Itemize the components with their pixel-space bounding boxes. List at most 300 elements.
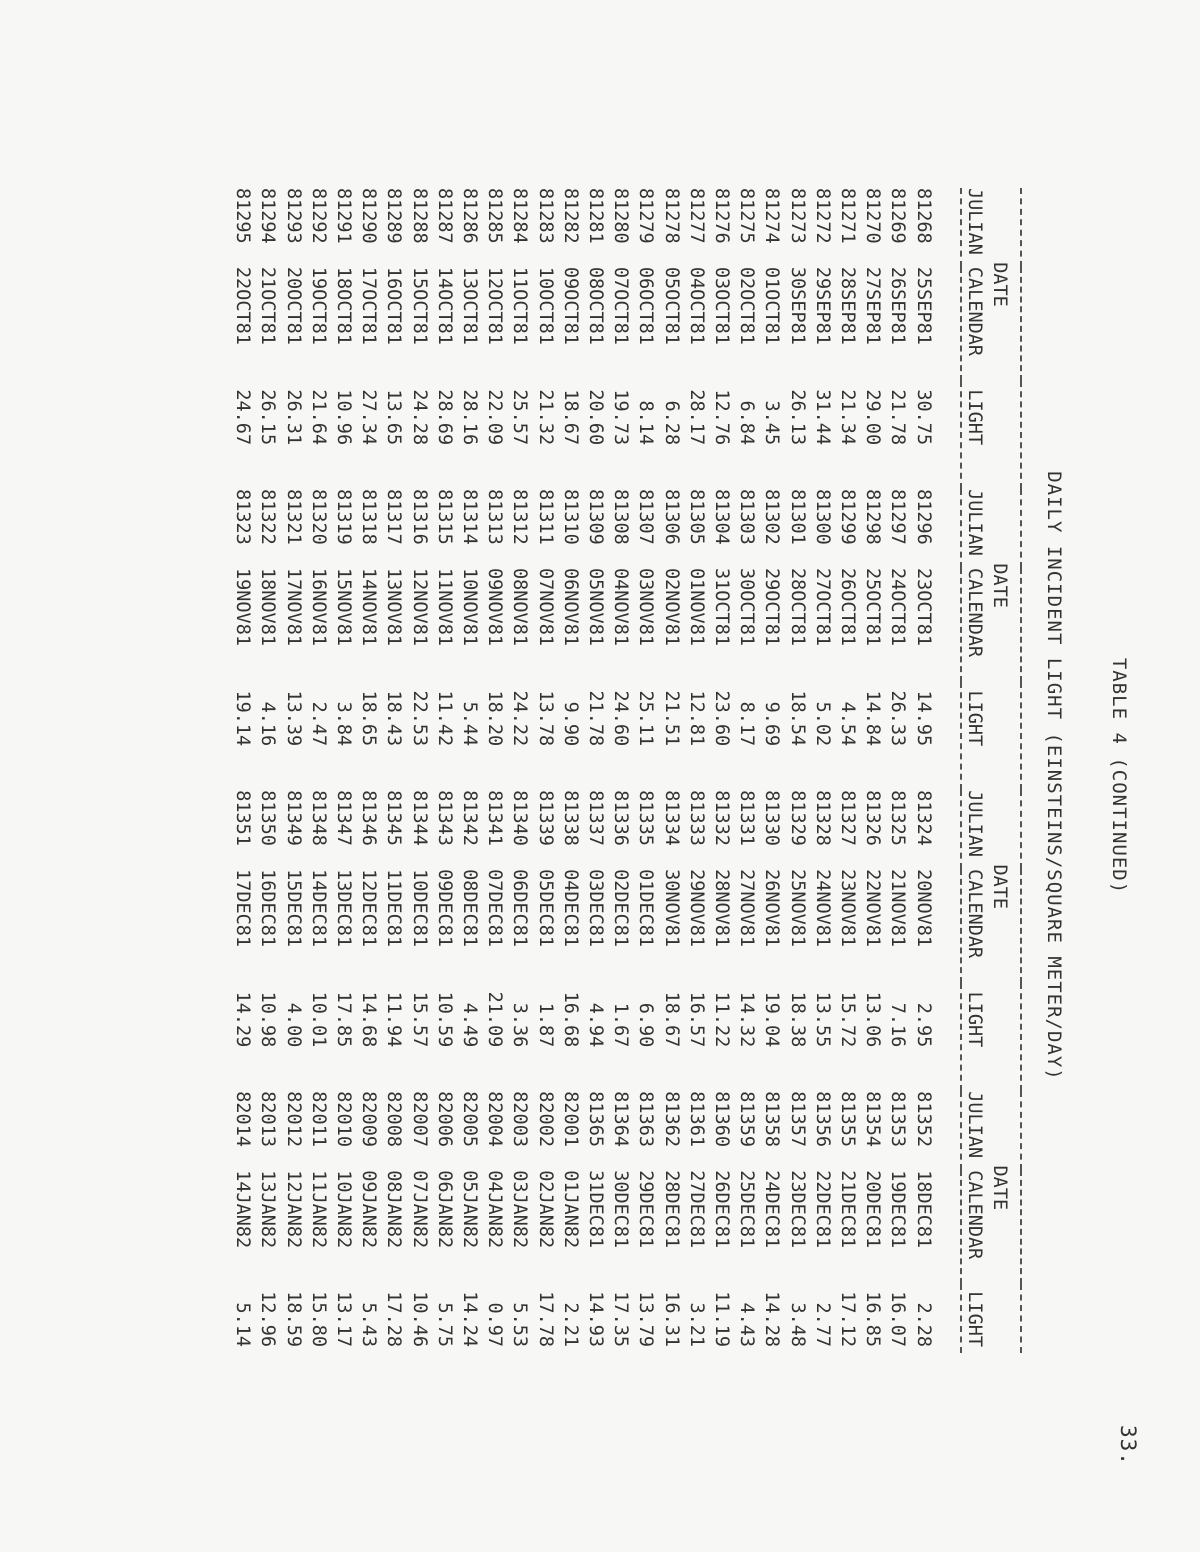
light-value-cell: 16.68 xyxy=(559,991,581,1048)
calendar-date-cell: 10NOV81 xyxy=(458,568,480,646)
light-value-cell: 17.35 xyxy=(610,1291,632,1347)
light-value-cell: 21.78 xyxy=(887,389,909,446)
light-value-cell: 5.14 xyxy=(232,1302,254,1347)
light-value-cell: 25.57 xyxy=(509,389,531,446)
calendar-date-cell: 29SEP81 xyxy=(811,266,833,345)
calendar-date-cell: 14OCT81 xyxy=(433,266,455,345)
julian-date-cell: 81290 xyxy=(358,188,380,244)
light-value-cell: 24.22 xyxy=(509,690,531,747)
light-value-cell: 21.64 xyxy=(307,389,329,446)
julian-date-cell: 81289 xyxy=(383,188,405,244)
julian-date-cell: 81307 xyxy=(635,489,657,545)
calendar-date-cell: 23DEC81 xyxy=(786,1170,808,1249)
light-value-cell: 5.02 xyxy=(811,701,833,747)
light-value-cell: 5.53 xyxy=(509,1302,531,1347)
light-value-cell: 28.69 xyxy=(433,389,455,446)
light-value-cell: 15.80 xyxy=(307,1291,329,1347)
table-row xyxy=(583,188,608,1353)
light-value-cell: 7.16 xyxy=(887,1002,909,1048)
light-value-cell: 14.32 xyxy=(736,991,758,1048)
light-value-cell: 18.67 xyxy=(559,389,581,446)
calendar-date-cell: 04OCT81 xyxy=(685,266,707,345)
calendar-date-cell: 13OCT81 xyxy=(458,266,480,345)
light-value-cell: 18.65 xyxy=(358,690,380,747)
calendar-date-cell: 12JAN82 xyxy=(282,1170,304,1249)
julian-date-cell: 81296 xyxy=(912,489,934,545)
light-value-cell: 9.90 xyxy=(559,701,581,747)
julian-header: JULIAN xyxy=(963,188,985,255)
calendar-date-cell: 02DEC81 xyxy=(610,869,632,948)
julian-date-cell: 82004 xyxy=(484,1091,506,1147)
light-value-cell: 8.17 xyxy=(736,701,758,747)
light-value-cell: 25.11 xyxy=(635,690,657,747)
table-subtitle: DAILY INCIDENT LIGHT (EINSTEINS/SQUARE METER/DAY) xyxy=(1043,471,1065,1081)
light-value-cell: 16.31 xyxy=(660,1291,682,1347)
julian-date-cell: 81327 xyxy=(836,790,858,846)
calendar-date-cell: 21DEC81 xyxy=(836,1170,858,1249)
light-value-cell: 2.28 xyxy=(912,1302,934,1347)
incident-light-table xyxy=(230,188,1022,1353)
calendar-date-cell: 08DEC81 xyxy=(458,869,480,948)
julian-date-cell: 81359 xyxy=(736,1091,758,1147)
light-value-cell: 4.00 xyxy=(282,1002,304,1048)
calendar-date-cell: 07NOV81 xyxy=(534,568,556,646)
calendar-date-cell: 23NOV81 xyxy=(836,869,858,948)
light-value-cell: 19.73 xyxy=(610,389,632,446)
calendar-header: CALENDAR xyxy=(963,266,985,357)
light-value-cell: 18.54 xyxy=(786,690,808,747)
light-value-cell: 14.28 xyxy=(761,1291,783,1347)
julian-date-cell: 82003 xyxy=(509,1091,531,1147)
julian-date-cell: 81319 xyxy=(332,489,354,545)
julian-date-cell: 82006 xyxy=(433,1091,455,1147)
light-value-cell: 4.43 xyxy=(736,1302,758,1347)
calendar-date-cell: 28OCT81 xyxy=(786,568,808,646)
calendar-date-cell: 10DEC81 xyxy=(408,869,430,948)
julian-date-cell: 81277 xyxy=(685,188,707,244)
julian-date-cell: 81323 xyxy=(232,489,254,545)
julian-date-cell: 81348 xyxy=(307,790,329,846)
julian-date-cell: 81272 xyxy=(811,188,833,244)
julian-date-cell: 81351 xyxy=(232,790,254,846)
julian-header: JULIAN xyxy=(963,489,985,556)
light-value-cell: 28.16 xyxy=(458,389,480,446)
julian-date-cell: 81361 xyxy=(685,1091,707,1147)
calendar-date-cell: 19OCT81 xyxy=(307,266,329,345)
light-value-cell: 10.46 xyxy=(408,1291,430,1347)
julian-date-cell: 81301 xyxy=(786,489,808,545)
calendar-date-cell: 13DEC81 xyxy=(332,869,354,948)
calendar-date-cell: 15NOV81 xyxy=(332,568,354,646)
top-rule xyxy=(1012,188,1021,1353)
julian-date-cell: 81288 xyxy=(408,188,430,244)
julian-date-cell: 81293 xyxy=(282,188,304,244)
julian-date-cell: 82010 xyxy=(332,1091,354,1147)
calendar-date-cell: 30NOV81 xyxy=(660,869,682,948)
light-header: LIGHT xyxy=(963,1291,985,1347)
julian-date-cell: 81304 xyxy=(710,489,732,545)
julian-date-cell: 81330 xyxy=(761,790,783,846)
julian-date-cell: 81329 xyxy=(786,790,808,846)
light-value-cell: 3.36 xyxy=(509,1002,531,1048)
calendar-date-cell: 17DEC81 xyxy=(232,869,254,948)
light-value-cell: 17.12 xyxy=(836,1291,858,1347)
julian-date-cell: 81282 xyxy=(559,188,581,244)
table-row xyxy=(633,188,658,1353)
table-row xyxy=(684,188,709,1353)
light-value-cell: 26.33 xyxy=(887,690,909,747)
light-value-cell: 21.51 xyxy=(660,690,682,747)
light-value-cell: 21.34 xyxy=(836,389,858,446)
table-row xyxy=(356,188,381,1353)
julian-date-cell: 82012 xyxy=(282,1091,304,1147)
julian-date-cell: 81344 xyxy=(408,790,430,846)
julian-date-cell: 81352 xyxy=(912,1091,934,1147)
table-row xyxy=(709,188,734,1353)
light-value-cell: 5.44 xyxy=(458,701,480,747)
julian-date-cell: 81332 xyxy=(710,790,732,846)
calendar-date-cell: 09DEC81 xyxy=(433,869,455,948)
calendar-date-cell: 11OCT81 xyxy=(509,266,531,345)
light-value-cell: 13.79 xyxy=(635,1291,657,1347)
julian-date-cell: 81279 xyxy=(635,188,657,244)
calendar-date-cell: 11NOV81 xyxy=(433,568,455,646)
calendar-date-cell: 27NOV81 xyxy=(736,869,758,948)
table-row xyxy=(482,188,507,1353)
calendar-date-cell: 25SEP81 xyxy=(912,266,934,345)
light-value-cell: 21.09 xyxy=(484,991,506,1048)
light-value-cell: 13.78 xyxy=(534,690,556,747)
light-value-cell: 30.75 xyxy=(912,389,934,446)
calendar-date-cell: 10JAN82 xyxy=(332,1170,354,1249)
table-row xyxy=(759,188,784,1353)
julian-date-cell: 81328 xyxy=(811,790,833,846)
light-value-cell: 3.84 xyxy=(332,701,354,747)
table-row xyxy=(910,188,935,1353)
calendar-date-cell: 26DEC81 xyxy=(710,1170,732,1249)
julian-date-cell: 81309 xyxy=(584,489,606,545)
calendar-date-cell: 31DEC81 xyxy=(584,1170,606,1249)
julian-date-cell: 81286 xyxy=(458,188,480,244)
calendar-date-cell: 19NOV81 xyxy=(232,568,254,646)
light-value-cell: 17.78 xyxy=(534,1291,556,1347)
julian-date-cell: 81354 xyxy=(862,1091,884,1147)
julian-date-cell: 81350 xyxy=(257,790,279,846)
julian-date-cell: 81311 xyxy=(534,489,556,545)
calendar-date-cell: 27DEC81 xyxy=(685,1170,707,1249)
light-value-cell: 3.45 xyxy=(761,400,783,446)
calendar-date-cell: 27OCT81 xyxy=(811,568,833,646)
julian-date-cell: 81353 xyxy=(887,1091,909,1147)
light-value-cell: 24.60 xyxy=(610,690,632,747)
light-value-cell: 29.00 xyxy=(862,389,884,446)
julian-date-cell: 81324 xyxy=(912,790,934,846)
calendar-date-cell: 26NOV81 xyxy=(761,869,783,948)
julian-date-cell: 81334 xyxy=(660,790,682,846)
calendar-header: CALENDAR xyxy=(963,1170,985,1260)
calendar-date-cell: 18NOV81 xyxy=(257,568,279,646)
light-value-cell: 26.31 xyxy=(282,389,304,446)
calendar-date-cell: 20OCT81 xyxy=(282,266,304,345)
table-row xyxy=(331,188,356,1353)
light-value-cell: 26.13 xyxy=(786,389,808,446)
julian-date-cell: 81317 xyxy=(383,489,405,545)
light-header: LIGHT xyxy=(963,991,985,1048)
calendar-date-cell: 30OCT81 xyxy=(736,568,758,646)
light-value-cell: 10.96 xyxy=(332,389,354,446)
julian-date-cell: 82014 xyxy=(232,1091,254,1147)
calendar-date-cell: 13JAN82 xyxy=(257,1170,279,1249)
calendar-date-cell: 12OCT81 xyxy=(484,266,506,345)
julian-date-cell: 82001 xyxy=(559,1091,581,1147)
julian-date-cell: 81315 xyxy=(433,489,455,545)
calendar-date-cell: 26SEP81 xyxy=(887,266,909,345)
julian-date-cell: 82011 xyxy=(307,1091,329,1147)
julian-date-cell: 81360 xyxy=(710,1091,732,1147)
light-value-cell: 18.59 xyxy=(282,1291,304,1347)
light-value-cell: 23.60 xyxy=(710,690,732,747)
julian-date-cell: 81325 xyxy=(887,790,909,846)
julian-date-cell: 81356 xyxy=(811,1091,833,1147)
julian-date-cell: 81280 xyxy=(610,188,632,244)
julian-date-cell: 81341 xyxy=(484,790,506,846)
calendar-date-cell: 17OCT81 xyxy=(358,266,380,345)
light-value-cell: 22.53 xyxy=(408,690,430,747)
calendar-date-cell: 11JAN82 xyxy=(307,1170,329,1249)
light-value-cell: 15.72 xyxy=(836,991,858,1048)
spacer-row xyxy=(936,188,952,1353)
light-value-cell: 13.17 xyxy=(332,1291,354,1347)
julian-date-cell: 81284 xyxy=(509,188,531,244)
calendar-date-cell: 13NOV81 xyxy=(383,568,405,646)
julian-date-cell: 81349 xyxy=(282,790,304,846)
calendar-date-cell: 03OCT81 xyxy=(710,266,732,345)
light-value-cell: 12.81 xyxy=(685,690,707,747)
light-value-cell: 14.93 xyxy=(584,1291,606,1347)
julian-date-cell: 81363 xyxy=(635,1091,657,1147)
light-value-cell: 6.28 xyxy=(660,400,682,446)
table-row xyxy=(532,188,557,1353)
calendar-date-cell: 29OCT81 xyxy=(761,568,783,646)
light-value-cell: 2.47 xyxy=(307,701,329,747)
calendar-date-cell: 25DEC81 xyxy=(736,1170,758,1249)
light-value-cell: 18.67 xyxy=(660,991,682,1048)
julian-date-cell: 81300 xyxy=(811,489,833,545)
calendar-date-cell: 12DEC81 xyxy=(358,869,380,948)
calendar-date-cell: 14DEC81 xyxy=(307,869,329,948)
julian-date-cell: 81294 xyxy=(257,188,279,244)
julian-date-cell: 81310 xyxy=(559,489,581,545)
calendar-date-cell: 14NOV81 xyxy=(358,568,380,646)
julian-date-cell: 81346 xyxy=(358,790,380,846)
light-value-cell: 15.57 xyxy=(408,991,430,1048)
light-value-cell: 17.28 xyxy=(383,1291,405,1347)
calendar-date-cell: 19DEC81 xyxy=(887,1170,909,1249)
light-value-cell: 2.21 xyxy=(559,1302,581,1347)
light-value-cell: 16.57 xyxy=(685,991,707,1048)
calendar-date-cell: 15DEC81 xyxy=(282,869,304,948)
light-value-cell: 4.54 xyxy=(836,701,858,747)
julian-date-cell: 81297 xyxy=(887,489,909,545)
julian-date-cell: 81291 xyxy=(332,188,354,244)
calendar-date-cell: 09NOV81 xyxy=(484,568,506,646)
light-value-cell: 26.15 xyxy=(257,389,279,446)
calendar-date-cell: 14JAN82 xyxy=(232,1170,254,1249)
julian-date-cell: 81365 xyxy=(584,1091,606,1147)
light-value-cell: 2.95 xyxy=(912,1002,934,1048)
julian-date-cell: 81268 xyxy=(912,188,934,244)
calendar-date-cell: 16OCT81 xyxy=(383,266,405,345)
julian-date-cell: 81355 xyxy=(836,1091,858,1147)
julian-date-cell: 81285 xyxy=(484,188,506,244)
julian-date-cell: 81287 xyxy=(433,188,455,244)
julian-date-cell: 81271 xyxy=(836,188,858,244)
julian-date-cell: 81278 xyxy=(660,188,682,244)
julian-date-cell: 82009 xyxy=(358,1091,380,1147)
julian-date-cell: 81283 xyxy=(534,188,556,244)
light-value-cell: 24.67 xyxy=(232,389,254,446)
julian-date-cell: 81337 xyxy=(584,790,606,846)
light-value-cell: 9.69 xyxy=(761,701,783,747)
table-row xyxy=(230,188,255,1353)
julian-date-cell: 81276 xyxy=(710,188,732,244)
light-value-cell: 6.84 xyxy=(736,400,758,446)
table-row xyxy=(835,188,860,1353)
calendar-date-cell: 16DEC81 xyxy=(257,869,279,948)
calendar-date-cell: 02JAN82 xyxy=(534,1170,556,1249)
julian-date-cell: 81358 xyxy=(761,1091,783,1147)
calendar-date-cell: 06DEC81 xyxy=(509,869,531,948)
light-value-cell: 24.28 xyxy=(408,389,430,446)
table-title: TABLE 4 (CONTINUED) xyxy=(1108,657,1130,895)
light-value-cell: 10.98 xyxy=(257,991,279,1048)
julian-date-cell: 81357 xyxy=(786,1091,808,1147)
calendar-date-cell: 22OCT81 xyxy=(232,266,254,345)
julian-date-cell: 81335 xyxy=(635,790,657,846)
table-row xyxy=(734,188,759,1353)
julian-date-cell: 81336 xyxy=(610,790,632,846)
date-group-label: DATE xyxy=(989,1165,1010,1211)
calendar-header: CALENDAR xyxy=(963,869,985,959)
calendar-date-cell: 20DEC81 xyxy=(862,1170,884,1249)
light-value-cell: 4.49 xyxy=(458,1002,480,1048)
column-header-row xyxy=(961,188,987,1353)
julian-date-cell: 81292 xyxy=(307,188,329,244)
table-row xyxy=(885,188,910,1353)
julian-date-cell: 81364 xyxy=(610,1091,632,1147)
calendar-date-cell: 29NOV81 xyxy=(685,869,707,948)
calendar-date-cell: 16NOV81 xyxy=(307,568,329,646)
light-value-cell: 12.76 xyxy=(710,389,732,446)
julian-date-cell: 81322 xyxy=(257,489,279,545)
calendar-date-cell: 09JAN82 xyxy=(358,1170,380,1249)
julian-date-cell: 81281 xyxy=(584,188,606,244)
light-value-cell: 18.38 xyxy=(786,991,808,1048)
calendar-date-cell: 25NOV81 xyxy=(786,869,808,948)
calendar-date-cell: 17NOV81 xyxy=(282,568,304,646)
light-value-cell: 12.96 xyxy=(257,1291,279,1347)
date-group-label: DATE xyxy=(989,864,1010,910)
light-value-cell: 21.32 xyxy=(534,389,556,446)
light-value-cell: 19.14 xyxy=(232,690,254,747)
date-group-label: DATE xyxy=(989,563,1010,608)
light-value-cell: 3.21 xyxy=(685,1302,707,1347)
light-header: LIGHT xyxy=(963,690,985,747)
light-value-cell: 17.85 xyxy=(332,991,354,1048)
calendar-date-cell: 01OCT81 xyxy=(761,266,783,345)
julian-date-cell: 81362 xyxy=(660,1091,682,1147)
julian-header: JULIAN xyxy=(963,1091,985,1159)
calendar-date-cell: 07OCT81 xyxy=(610,266,632,345)
calendar-date-cell: 26OCT81 xyxy=(836,568,858,646)
calendar-date-cell: 02NOV81 xyxy=(660,568,682,646)
calendar-date-cell: 07DEC81 xyxy=(484,869,506,948)
julian-date-cell: 81269 xyxy=(887,188,909,244)
light-value-cell: 11.94 xyxy=(383,991,405,1048)
table-row xyxy=(280,188,305,1353)
light-value-cell: 6.90 xyxy=(635,1002,657,1048)
calendar-date-cell: 11DEC81 xyxy=(383,869,405,948)
table-row xyxy=(810,188,835,1353)
julian-date-cell: 81306 xyxy=(660,489,682,545)
calendar-date-cell: 04DEC81 xyxy=(559,869,581,948)
table-row xyxy=(406,188,431,1353)
julian-date-cell: 81331 xyxy=(736,790,758,846)
julian-date-cell: 82005 xyxy=(458,1091,480,1147)
light-value-cell: 10.01 xyxy=(307,991,329,1048)
calendar-date-cell: 21OCT81 xyxy=(257,266,279,345)
light-value-cell: 22.09 xyxy=(484,389,506,446)
calendar-date-cell: 06JAN82 xyxy=(433,1170,455,1249)
julian-date-cell: 81342 xyxy=(458,790,480,846)
light-value-cell: 1.67 xyxy=(610,1002,632,1048)
julian-date-cell: 81314 xyxy=(458,489,480,545)
julian-date-cell: 81320 xyxy=(307,489,329,545)
julian-header: JULIAN xyxy=(963,790,985,858)
calendar-date-cell: 24NOV81 xyxy=(811,869,833,948)
julian-date-cell: 81339 xyxy=(534,790,556,846)
julian-date-cell: 81302 xyxy=(761,489,783,545)
julian-date-cell: 81275 xyxy=(736,188,758,244)
julian-date-cell: 81308 xyxy=(610,489,632,545)
julian-date-cell: 81321 xyxy=(282,489,304,545)
calendar-date-cell: 08JAN82 xyxy=(383,1170,405,1249)
calendar-date-cell: 15OCT81 xyxy=(408,266,430,345)
julian-date-cell: 81338 xyxy=(559,790,581,846)
light-value-cell: 28.17 xyxy=(685,389,707,446)
light-value-cell: 11.22 xyxy=(710,991,732,1048)
calendar-date-cell: 18OCT81 xyxy=(332,266,354,345)
calendar-date-cell: 12NOV81 xyxy=(408,568,430,646)
julian-date-cell: 81303 xyxy=(736,489,758,545)
calendar-date-cell: 02OCT81 xyxy=(736,266,758,345)
light-value-cell: 14.95 xyxy=(912,690,934,747)
calendar-date-cell: 18DEC81 xyxy=(912,1170,934,1249)
light-value-cell: 13.55 xyxy=(811,991,833,1048)
calendar-date-cell: 22NOV81 xyxy=(862,869,884,948)
calendar-date-cell: 30SEP81 xyxy=(786,266,808,345)
calendar-date-cell: 05DEC81 xyxy=(534,869,556,948)
light-value-cell: 5.43 xyxy=(358,1302,380,1347)
calendar-date-cell: 06OCT81 xyxy=(635,266,657,345)
date-group-label: DATE xyxy=(989,262,1010,307)
light-value-cell: 16.85 xyxy=(862,1291,884,1347)
julian-date-cell: 81299 xyxy=(836,489,858,545)
light-value-cell: 11.19 xyxy=(710,1291,732,1347)
light-value-cell: 10.59 xyxy=(433,991,455,1048)
julian-date-cell: 81340 xyxy=(509,790,531,846)
table-row xyxy=(457,188,482,1353)
